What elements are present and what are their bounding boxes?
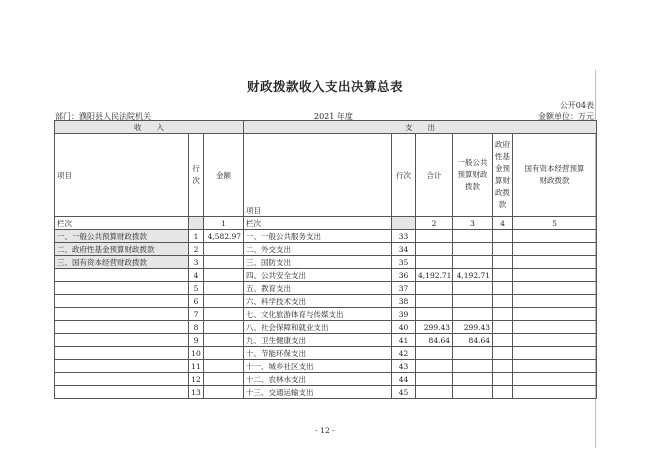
total-cell: 84.64 [416,334,453,347]
state-capital-cell [513,360,597,373]
income-amount-cell [204,373,244,386]
income-item-cell [55,282,189,295]
table-row [55,321,597,334]
table-row [55,282,597,295]
expense-row-no-cell: 44 [392,373,416,386]
income-item-cell: 三、国有资本经营财政拨款 [55,256,189,269]
general-budget-cell [453,373,493,386]
state-capital-cell [513,321,597,334]
general-budget-cell [453,282,493,295]
state-capital-cell [513,243,597,256]
table-row [55,269,597,282]
total-cell [416,308,453,321]
expense-item-cell: 三、国防支出 [244,256,392,269]
col-index-2: 2 [416,217,453,230]
expense-row-no-cell: 40 [392,321,416,334]
general-budget-cell [453,360,493,373]
total-cell [416,347,453,360]
table-row [55,334,597,347]
gov-fund-cell [493,243,513,256]
expense-row-no-cell: 37 [392,282,416,295]
table-row [55,347,597,360]
expense-item-cell: 十、节能环保支出 [244,347,392,360]
income-item-cell [55,308,189,321]
income-item-cell [55,347,189,360]
table-row [55,386,597,399]
income-row-no-cell: 7 [189,308,204,321]
gov-fund-cell [493,373,513,386]
table-row [55,308,597,321]
fiscal-year: 2021 年度 [314,112,353,121]
gov-fund-cell [493,295,513,308]
table-row [55,256,597,269]
expense-row-no-cell: 41 [392,334,416,347]
expense-row-no-index [392,217,416,230]
income-row-no-cell: 10 [189,347,204,360]
expense-item-cell: 十三、交通运输支出 [244,386,392,399]
income-row-no-cell: 5 [189,282,204,295]
income-amount-cell [204,295,244,308]
gov-fund-cell [493,386,513,399]
income-amount-cell: 4,582.97 [204,230,244,243]
state-capital-cell [513,386,597,399]
table-code: 公开04表 [559,101,594,110]
income-amount-header: 金额 [204,134,244,217]
expense-item-cell: 六、科学技术支出 [244,295,392,308]
gov-fund-cell [493,256,513,269]
state-capital-cell [513,347,597,360]
expense-row-no-cell: 36 [392,269,416,282]
expense-row-no-cell: 33 [392,230,416,243]
total-cell: 299.43 [416,321,453,334]
total-cell [416,243,453,256]
general-budget-cell [453,347,493,360]
col-index-5: 5 [513,217,597,230]
total-cell [416,282,453,295]
income-row-no-cell: 12 [189,373,204,386]
income-item-cell [55,360,189,373]
gov-fund-cell [493,334,513,347]
total-header: 合计 [416,134,453,217]
income-row-no-cell: 2 [189,243,204,256]
income-row-no-cell: 4 [189,269,204,282]
income-amount-cell [204,334,244,347]
general-budget-cell: 299.43 [453,321,493,334]
gov-fund-cell [493,269,513,282]
column-index-row [55,217,597,230]
page-number: - 12 - [315,426,335,435]
total-cell [416,386,453,399]
table-row [55,373,597,386]
budget-summary-table [54,120,597,399]
expense-row-no-cell: 45 [392,386,416,399]
income-amount-cell [204,308,244,321]
income-row-no-cell: 1 [189,230,204,243]
income-item-cell [55,334,189,347]
amount-unit: 金额单位：万元 [538,112,594,121]
gov-fund-cell [493,360,513,373]
income-row-no-index [189,217,204,230]
state-capital-header: 国有资本经营预算财政拨款 [513,134,597,217]
total-cell [416,295,453,308]
gov-fund-cell [493,347,513,360]
general-budget-cell [453,295,493,308]
expense-item-cell: 一、一般公共服务支出 [244,230,392,243]
expense-item-cell: 十一、城乡社区支出 [244,360,392,373]
expense-row-no-cell: 38 [392,295,416,308]
total-cell [416,373,453,386]
state-capital-cell [513,334,597,347]
expense-item-cell: 四、公共安全支出 [244,269,392,282]
expense-column-label: 栏次 [244,217,392,230]
income-column-label: 栏次 [55,217,189,230]
department-label: 部门：濮阳县人民法院机关 [55,112,151,121]
col-index-1: 1 [204,217,244,230]
general-budget-cell: 84.64 [453,334,493,347]
gov-fund-cell [493,321,513,334]
general-budget-header: 一般公共预算财政拨款 [453,134,493,217]
income-row-no-cell: 9 [189,334,204,347]
expense-item-cell: 十二、农林水支出 [244,373,392,386]
general-budget-cell [453,386,493,399]
income-header: 收 入 [55,121,244,134]
general-budget-cell [453,256,493,269]
state-capital-cell [513,230,597,243]
expense-item-cell: 七、文化旅游体育与传媒支出 [244,308,392,321]
income-item-cell [55,373,189,386]
col-index-4: 4 [493,217,513,230]
income-amount-cell [204,243,244,256]
income-amount-cell [204,269,244,282]
income-item-cell [55,321,189,334]
gov-fund-cell [493,308,513,321]
expense-row-no-cell: 42 [392,347,416,360]
income-amount-cell [204,347,244,360]
income-amount-cell [204,321,244,334]
table-row [55,360,597,373]
expense-row-no-cell: 34 [392,243,416,256]
expense-item-cell: 八、社会保障和就业支出 [244,321,392,334]
income-item-cell [55,269,189,282]
income-row-no-cell: 3 [189,256,204,269]
state-capital-cell [513,269,597,282]
income-row-no-header: 行次 [189,134,204,217]
gov-fund-header: 政府性基金预算财政拨款 [493,134,513,217]
income-item-cell: 一、一般公共预算财政拨款 [55,230,189,243]
section-header-row [55,121,597,134]
income-item-header: 项目 [55,134,189,217]
income-amount-cell [204,386,244,399]
income-row-no-cell: 8 [189,321,204,334]
income-row-no-cell: 11 [189,360,204,373]
expense-item-cell: 九、卫生健康支出 [244,334,392,347]
state-capital-cell [513,373,597,386]
expense-row-no-cell: 39 [392,308,416,321]
state-capital-cell [513,282,597,295]
income-row-no-cell: 13 [189,386,204,399]
gov-fund-cell [493,230,513,243]
state-capital-cell [513,295,597,308]
general-budget-cell [453,230,493,243]
total-cell: 4,192.71 [416,269,453,282]
general-budget-cell [453,243,493,256]
income-item-cell [55,295,189,308]
income-amount-cell [204,256,244,269]
total-cell [416,230,453,243]
general-budget-cell: 4,192.71 [453,269,493,282]
column-header-row [55,134,597,217]
general-budget-cell [453,308,493,321]
total-cell [416,360,453,373]
expense-row-no-cell: 43 [392,360,416,373]
table-row [55,295,597,308]
expense-item-cell: 二、外交支出 [244,243,392,256]
total-cell [416,256,453,269]
income-row-no-cell: 6 [189,295,204,308]
expense-header: 支 出 [244,121,597,134]
expense-item-cell: 五、教育支出 [244,282,392,295]
income-amount-cell [204,360,244,373]
expense-row-no-cell: 35 [392,256,416,269]
expense-item-header: 项目 [244,134,392,217]
table-row [55,243,597,256]
state-capital-cell [513,308,597,321]
income-item-cell: 二、政府性基金预算财政拨款 [55,243,189,256]
col-index-3: 3 [453,217,493,230]
report-title: 财政拨款收入支出决算总表 [246,79,403,94]
income-item-cell [55,386,189,399]
table-row [55,230,597,243]
state-capital-cell [513,256,597,269]
income-amount-cell [204,282,244,295]
expense-row-no-header: 行次 [392,134,416,217]
table-body [55,230,597,399]
gov-fund-cell [493,282,513,295]
